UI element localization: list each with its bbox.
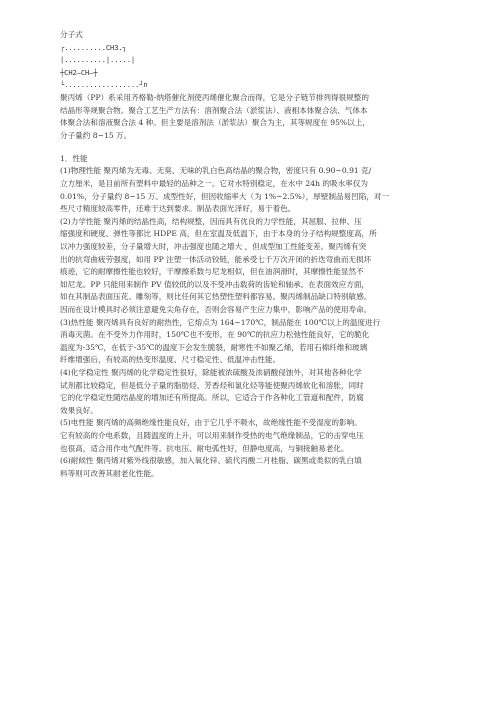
formula-line: ┼CH2—CH—┼ [60,67,98,77]
body-line: 0.01%，分子量约 8~15 万。成型性好，但因收缩率大（为 1%~2.5%），厚壁制品易凹陷，对一 [60,191,390,201]
body-line: 试剂都比较稳定，但是低分子量的脂肪烃、芳香烃和氯化烃等能使聚丙烯软化和溶胀，同时 [60,380,364,390]
body-line: 它的化学稳定性随结晶度的增加还有所提高。所以，它适合于作各种化工管道和配件，防腐 [60,393,364,403]
body-line: 立方厘米，是目前所有塑料中最轻的品种之一。它对水特别稳定，在水中 24h 的吸水率仅为 [60,179,368,189]
body-line: (6)耐候性 聚丙烯对紫外线很敏感，加入氧化锌、硫代丙酸二月桂脂、碳黑或类似的乳白填 [60,456,362,466]
body-line: 也很高，适合用作电气配件等。抗电压、耐电弧性好，但静电度高，与铜接触易老化。 [60,443,349,453]
body-line: 纤维增强后，有较高的热变形温度、尺寸稳定性、低温冲击性能。 [60,355,281,365]
formula-line: ┌..........CH3.┐ [60,42,127,52]
formula-title: 分子式 [60,30,83,39]
body-line: (2)力学性能 聚丙烯的结晶性高，结构规整，因而具有优良的力学性能，其屈服、拉伸、压 [60,216,362,226]
body-line: 料等则可改善其耐老化性能。 [60,468,159,478]
intro-line: 聚丙烯（PP）系采用齐格勒-纳塔催化剂使丙烯催化聚合而得，它是分子链节排列得很规整的 [60,92,369,102]
intro-line: 结晶形等规聚合物。聚合工艺生产方法有：溶剂聚合法（淤浆法）、液相本体聚合法、气体本 [60,105,368,115]
intro-line: 分子量约 8~15 万。 [60,130,132,140]
body-line: 效果良好。 [60,405,98,415]
body-line: 以冲力强度较差，分子量增大时，冲击强度也随之增大 ，但成型加工性能变差。聚丙烯有突 [60,242,367,251]
body-line: 因而在设计模具时必须注意避免尖角存在，否则会容易产生应力集中，影响产品的使用寿命。 [60,304,372,314]
intro-line: 体聚合法和溶液聚合法 4 种。但主要是溶剂法（淤浆法）聚合为主，其等规度在 95%以上， [60,118,370,128]
body-line: 它有较高的介电系数，且随温度的上升，可以用来制作受热的电气绝缘制品，它的击穿电压 [60,430,364,440]
body-line: 些尺寸精度较高零件，还难于达到要求。制品表面光泽好，易于着色。 [60,204,296,214]
formula-line: └..................┘n [60,80,148,90]
body-line: 如尼龙。PP 只能用来制作 PV 值较低的以及不受冲击载荷的齿轮和轴承。在表面效应方面， [60,279,370,289]
body-line: (4)化学稳定性 聚丙烯的化学稳定性很好，除能被浓硫酸及浓硝酸侵蚀外，对其他各种化学 [60,367,362,377]
body-line: (5)电性能 聚丙烯的高频绝缘性能良好，由于它几乎不吸水，故绝缘性能不受湿度的影响。 [60,418,362,428]
body-line: 缩强度和硬度、弹性等都比 HDPE 高，但在室温及低温下，由于本身的分子结构规整度高，所 [60,229,377,239]
document-content [60,29,444,480]
section-heading: 1．性能 [60,153,88,163]
body-line: 痕迹，它的耐摩擦性能也较好，干摩擦系数与尼龙相似，但在油润滑时，其摩擦性能显然不 [60,267,364,277]
body-line: (3)热性能 聚丙烯具有良好的耐热性，它熔点为 164~170℃，制品能在 100℃以上的温度进行 [60,317,381,327]
body-line: 温度为-35℃，在低于-35℃的温度下会发生脆裂，耐寒性不如聚乙烯，若用石棉纤维和玻璃 [60,342,368,352]
body-line: 出的抗弯曲疲劳强度，如用 PP 注塑一体活动铰链，能承受七千万次开闭的折迭弯曲而无损坏 [60,254,372,264]
body-line: 消毒灭菌。在不受外力作用时，150℃也不变形，在 90℃的抗应力松弛性能良好，它的脆化 [60,330,370,340]
paragraph-gap [60,142,444,153]
body-line: (1)物理性能 聚丙烯为无毒、无臭、无味的乳白色高结晶的聚合物，密度只有 0.90~0.91 克/ [60,166,372,176]
body-line: 如在其制品表面压花、雕刻等，则比任何其它热塑性塑料都容易。聚丙烯制品缺口特别敏感。 [60,292,372,302]
formula-line: |..........|.....| [60,55,136,65]
